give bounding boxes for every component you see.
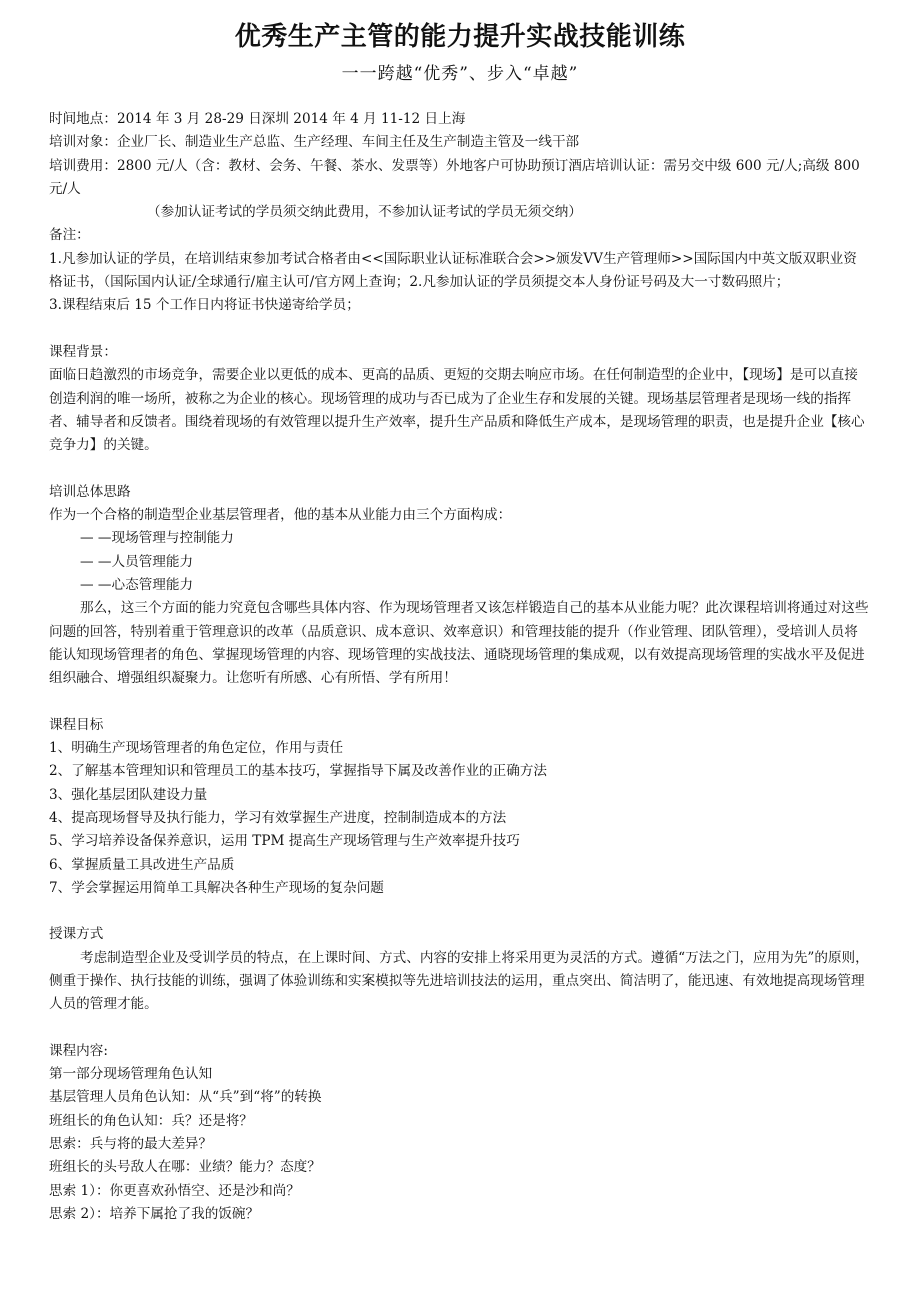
document-title: 优秀生产主管的能力提升实战技能训练 <box>234 22 686 52</box>
approach-item: — —心态管理能力 <box>80 576 194 593</box>
goal-item: 7、学会掌握运用简单工具解决各种生产现场的复杂问题 <box>49 879 384 896</box>
approach-intro: 作为一个合格的制造型企业基层管理者，他的基本从业能力由三个方面构成： <box>49 507 512 524</box>
background-heading: 课程背景： <box>49 343 117 360</box>
document-subtitle: 一一跨越“优秀”、步入“卓越” <box>341 64 579 84</box>
content-line: 思索 2）：培养下属抢了我的饭碗？ <box>49 1205 260 1222</box>
content-line: 班组长的角色认知：兵？还是将？ <box>49 1112 253 1129</box>
goal-item: 5、学习培养设备保养意识，运用 TPM 提高生产现场管理与生产效率提升技巧 <box>49 833 520 850</box>
fee: 培训费用：2800 元/人（含：教材、会务、午餐、茶水、发票等）外地客户可协助预订酒店培训认证：需另交中级 600 元/人;高级 800 元/人 <box>49 157 860 197</box>
approach-item: — —人员管理能力 <box>80 553 194 570</box>
content-line: 思索：兵与将的最大差异？ <box>49 1136 213 1153</box>
spacer <box>49 318 869 341</box>
remarks-item-1: 1.凡参加认证的学员，在培训结束参加考试合格者由<<国际职业认证标准联合会>>颁发VV生产管理师>>国际国内中英文版双职业资格证书，（国际国内认证/全球通行/雇主认可/官方网上查询；2.凡参加认证的学员须提交本人身份证号码及大一寸数码照片； <box>49 250 857 291</box>
spacer <box>49 457 869 480</box>
remarks-item-3: 3.课程结束后 15 个工作日内将证书快递寄给学员； <box>49 297 360 314</box>
approach-heading: 培训总体思路 <box>49 483 131 500</box>
document-body <box>49 108 869 1226</box>
spacer <box>49 690 869 713</box>
goal-item: 6、掌握质量工具改进生产品质 <box>49 856 235 873</box>
goals-heading: 课程目标 <box>49 716 104 733</box>
background-text: 面临日趋激烈的市场竞争，需要企业以更低的成本、更高的品质、更短的交期去响应市场。在任何制造型的企业中，【现场】是可以直接创造利润的唯一场所，被称之为企业的核心。现场管理的成功与否已成为了企业生存和发展的关键。现场基层管理者是现场一线的指挥者、辅导者和反馈者。围绕着现场的有效管理以提升生产效率，提升生产品质和降低生产成本，是现场管理的职责，也是提升企业【核心竞争力】的关键。 <box>49 367 865 454</box>
goal-item: 1、明确生产现场管理者的角色定位，作用与责任 <box>49 740 344 757</box>
content-heading: 课程内容: <box>49 1042 108 1059</box>
approach-text: 那么，这三个方面的能力究竟包含哪些具体内容、作为现场管理者又该怎样锻造自己的基本从业能力呢？此次课程培训将通过对这些问题的回答，特别着重于管理意识的改革（品质意识、成本意识、效率意识）和管理技能的提升（作业管理、团队管理），受培训人员将能认知现场管理者的角色、掌握现场管理的内容、现场管理的实战技法、通晓现场管理的集成观，以有效提高现场管理的实战水平及促进组织融合、增强组织凝聚力。让您听有所感、心有所悟、学有所用！ <box>49 600 869 687</box>
content-line: 第一部分现场管理角色认知 <box>49 1066 213 1083</box>
fee-note: （参加认证考试的学员须交纳此费用，不参加认证考试的学员无须交纳） <box>147 204 582 221</box>
goal-item: 3、强化基层团队建设力量 <box>49 786 208 803</box>
content-line: 基层管理人员角色认知：从“兵”到“将”的转换 <box>49 1089 322 1106</box>
time-place: 时间地点：2014 年 3 月 28-29 日深圳 2014 年 4 月 11-12 日上海 <box>49 111 466 127</box>
remarks-heading: 备注： <box>49 227 90 244</box>
audience: 培训对象：企业厂长、制造业生产总监、生产经理、车间主任及生产制造主管及一线干部 <box>49 134 580 151</box>
spacer <box>49 900 869 923</box>
content-line: 班组长的头号敌人在哪：业绩？能力？态度？ <box>49 1159 321 1176</box>
approach-item: — —现场管理与控制能力 <box>80 530 234 547</box>
goal-item: 2、了解基本管理知识和管理员工的基本技巧，掌握指导下属及改善作业的正确方法 <box>49 763 548 780</box>
content-line: 思索 1）：你更喜欢孙悟空、还是沙和尚？ <box>49 1182 300 1199</box>
goal-item: 4、提高现场督导及执行能力，学习有效掌握生产进度，控制制造成本的方法 <box>49 809 507 826</box>
spacer <box>49 1017 869 1040</box>
method-heading: 授课方式 <box>49 926 104 943</box>
method-text: 考虑制造型企业及受训学员的特点，在上课时间、方式、内容的安排上将采用更为灵活的方式。遵循“万法之门，应用为先”的原则，侧重于操作、执行技能的训练，强调了体验训练和实案模拟等先进培训技法的运用，重点突出、简洁明了，能迅速、有效地提高现场管理人员的管理才能。 <box>49 949 869 1013</box>
